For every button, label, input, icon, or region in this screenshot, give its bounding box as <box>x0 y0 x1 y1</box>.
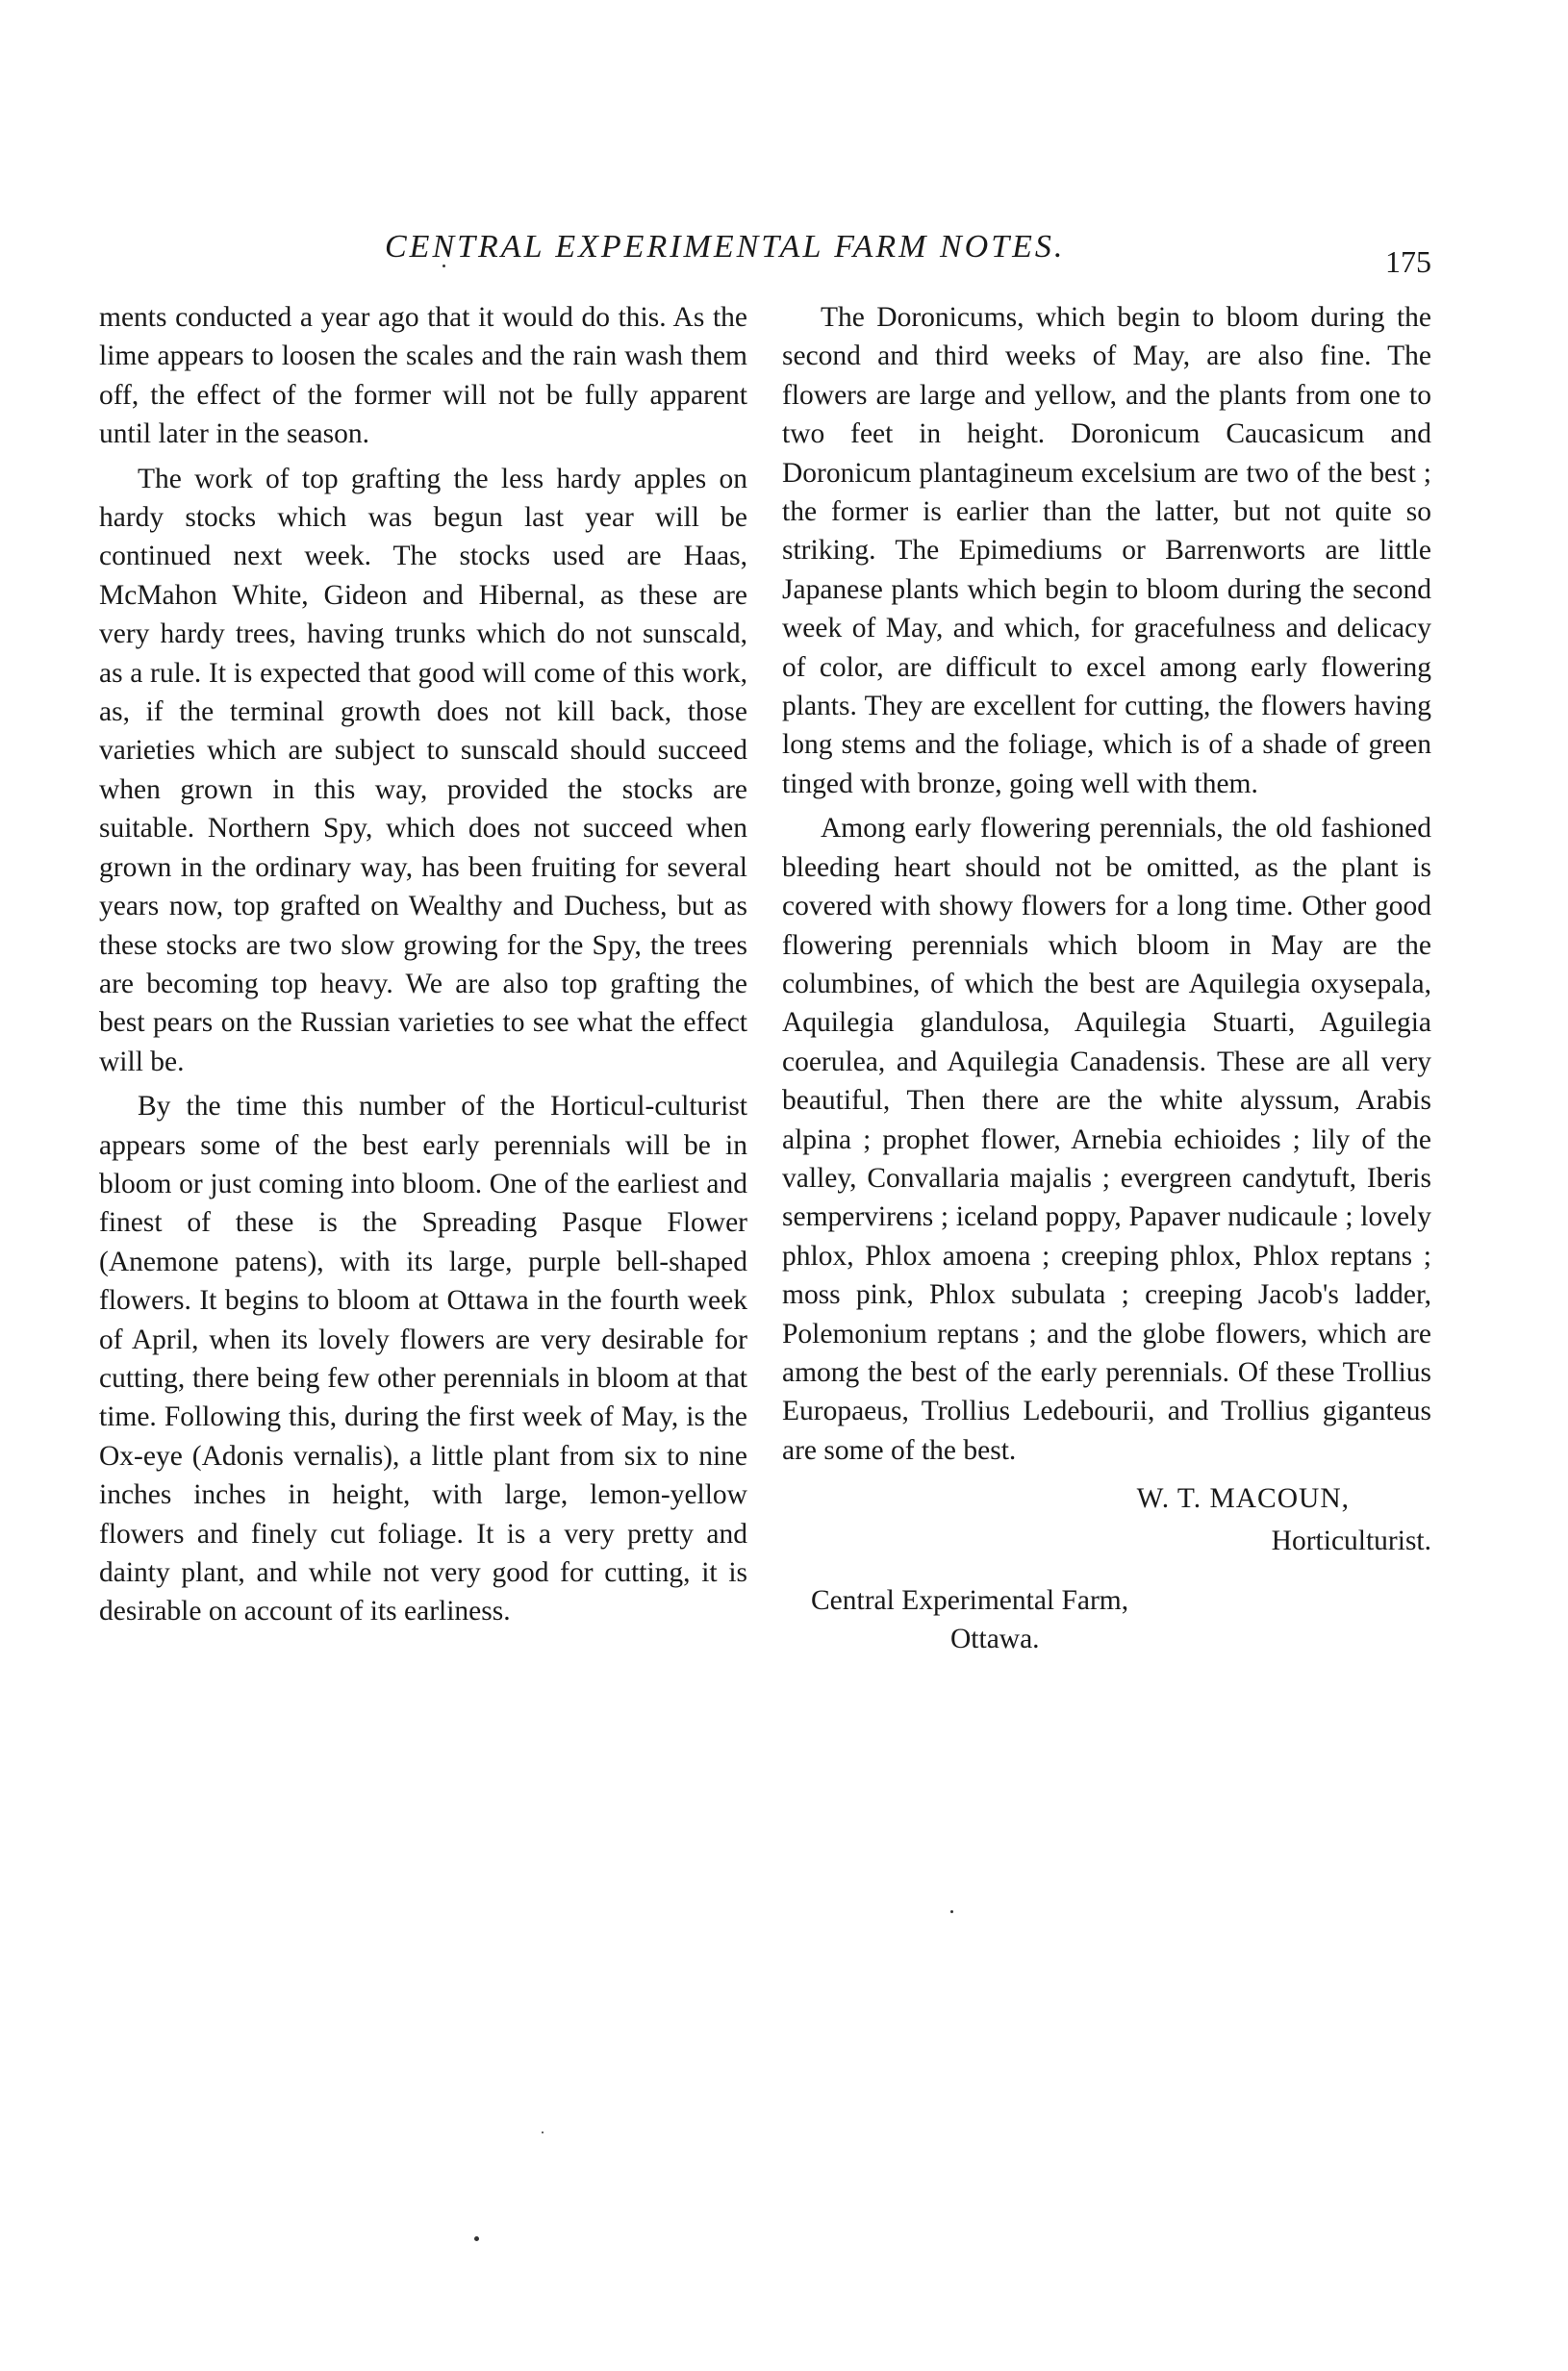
paragraph: By the time this number of the Horticul-culturist appears some of the best early perennials will be in bloom or just coming into bloom. One of the earliest and finest of these is the Spreading Pasque Flower (Anemone patens), with its large, purple bell-shaped flowers. It begins to bloom at Ottawa in the fourth week of April, when its lovely flowers are very desirable for cutting, there being few other perennials in bloom at that time. Following this, during the first week of May, is the Ox-eye (Adonis vernalis), a little plant from six to nine inches inches in height, with large, lemon-yellow flowers and finely cut foliage. It is a very pretty and dainty plant, and while not very good for cutting, it is desirable on account of its earliness. <box>99 1091 747 1627</box>
place-line: Ottawa. <box>950 1624 1040 1655</box>
paragraph: The work of top grafting the less hardy apples on hardy stocks which was begun last year will be continued next week. The stocks used are Haas, McMahon White, Gideon and Hibernal, as these are very hardy trees, having trunks which do not sunscald, as a rule. It is expected that good will come of this work, as, if the terminal growth does not kill back, those varieties which are subject to sunscald should succeed when grown in this way, provided the stocks are suitable. Northern Spy, which does not succeed when grown in the ordinary way, has been fruiting for several years now, top grafted on Wealthy and Duchess, but as these stocks are two slow growing for the Spy, the trees are becoming top heavy. We are also top grafting the best pears on the Russian varieties to see what the effect will be. <box>99 463 747 1077</box>
speck <box>950 1910 953 1913</box>
speck <box>443 265 445 267</box>
author-name: W. T. MACOUN, <box>1136 1483 1350 1515</box>
speck <box>474 2236 479 2241</box>
paragraph: The Doronicums, which begin to bloom during the second and third weeks of May, are also fine. The flowers are large and yellow, and the plants from one to two feet in height. Doronicum Caucasicum and Doronicum plantagineum excelsium are two of the best ; the former is earlier than the latter, but not quite so striking. The Epimediums or Barrenworts are little Japanese plants which begin to bloom during the second week of May, and which, for gracefulness and delicacy of color, are difficult to excel among early flowering plants. They are excellent for cutting, the flowers having long stems and the foliage, which is of a shade of green tinged with bronze, going well with them. <box>782 302 1431 799</box>
running-title: CENTRAL EXPERIMENTAL FARM NOTES. <box>385 229 1066 265</box>
page-number: 175 <box>1385 244 1431 279</box>
author-place <box>782 1581 1431 1658</box>
page-header <box>0 229 1568 277</box>
right-column <box>782 298 1431 1658</box>
paragraph: ments conducted a year ago that it would do this. As the lime appears to loosen the scales and the rain wash them off, the effect of the former will not be fully apparent until later in the season. <box>99 302 747 450</box>
paragraph: Among early flowering perennials, the old fashioned bleeding heart should not be omitted, as the plant is covered with showy flowers for a long time. Other good flowering perennials which bloom in May are the columbines, of which the best are Aquilegia oxysepala, Aquilegia glandulosa, Aquilegia Stuarti, Aguilegia coerulea, and Aquilegia Canadensis. These are all very beautiful, Then there are the white alyssum, Arabis alpina ; prophet flower, Arnebia echioides ; lily of the valley, Convallaria majalis ; evergreen candytuft, Iberis sempervirens ; iceland poppy, Papaver nudicaule ; lovely phlox, Phlox amoena ; creeping phlox, Phlox reptans ; moss pink, Phlox subulata ; creeping Jacob's ladder, Polemonium reptans ; and the globe flowers, which are among the best of the early perennials. Of these Trollius Europaeus, Trollius Ledebourii, and Trollius giganteus are some of the best. <box>782 813 1431 1466</box>
speck <box>542 2131 544 2133</box>
author-title: Horticulturist. <box>1271 1526 1431 1557</box>
place-line: Central Experimental Farm, <box>811 1585 1129 1617</box>
signature-block <box>782 1477 1431 1658</box>
left-column <box>99 298 747 1637</box>
